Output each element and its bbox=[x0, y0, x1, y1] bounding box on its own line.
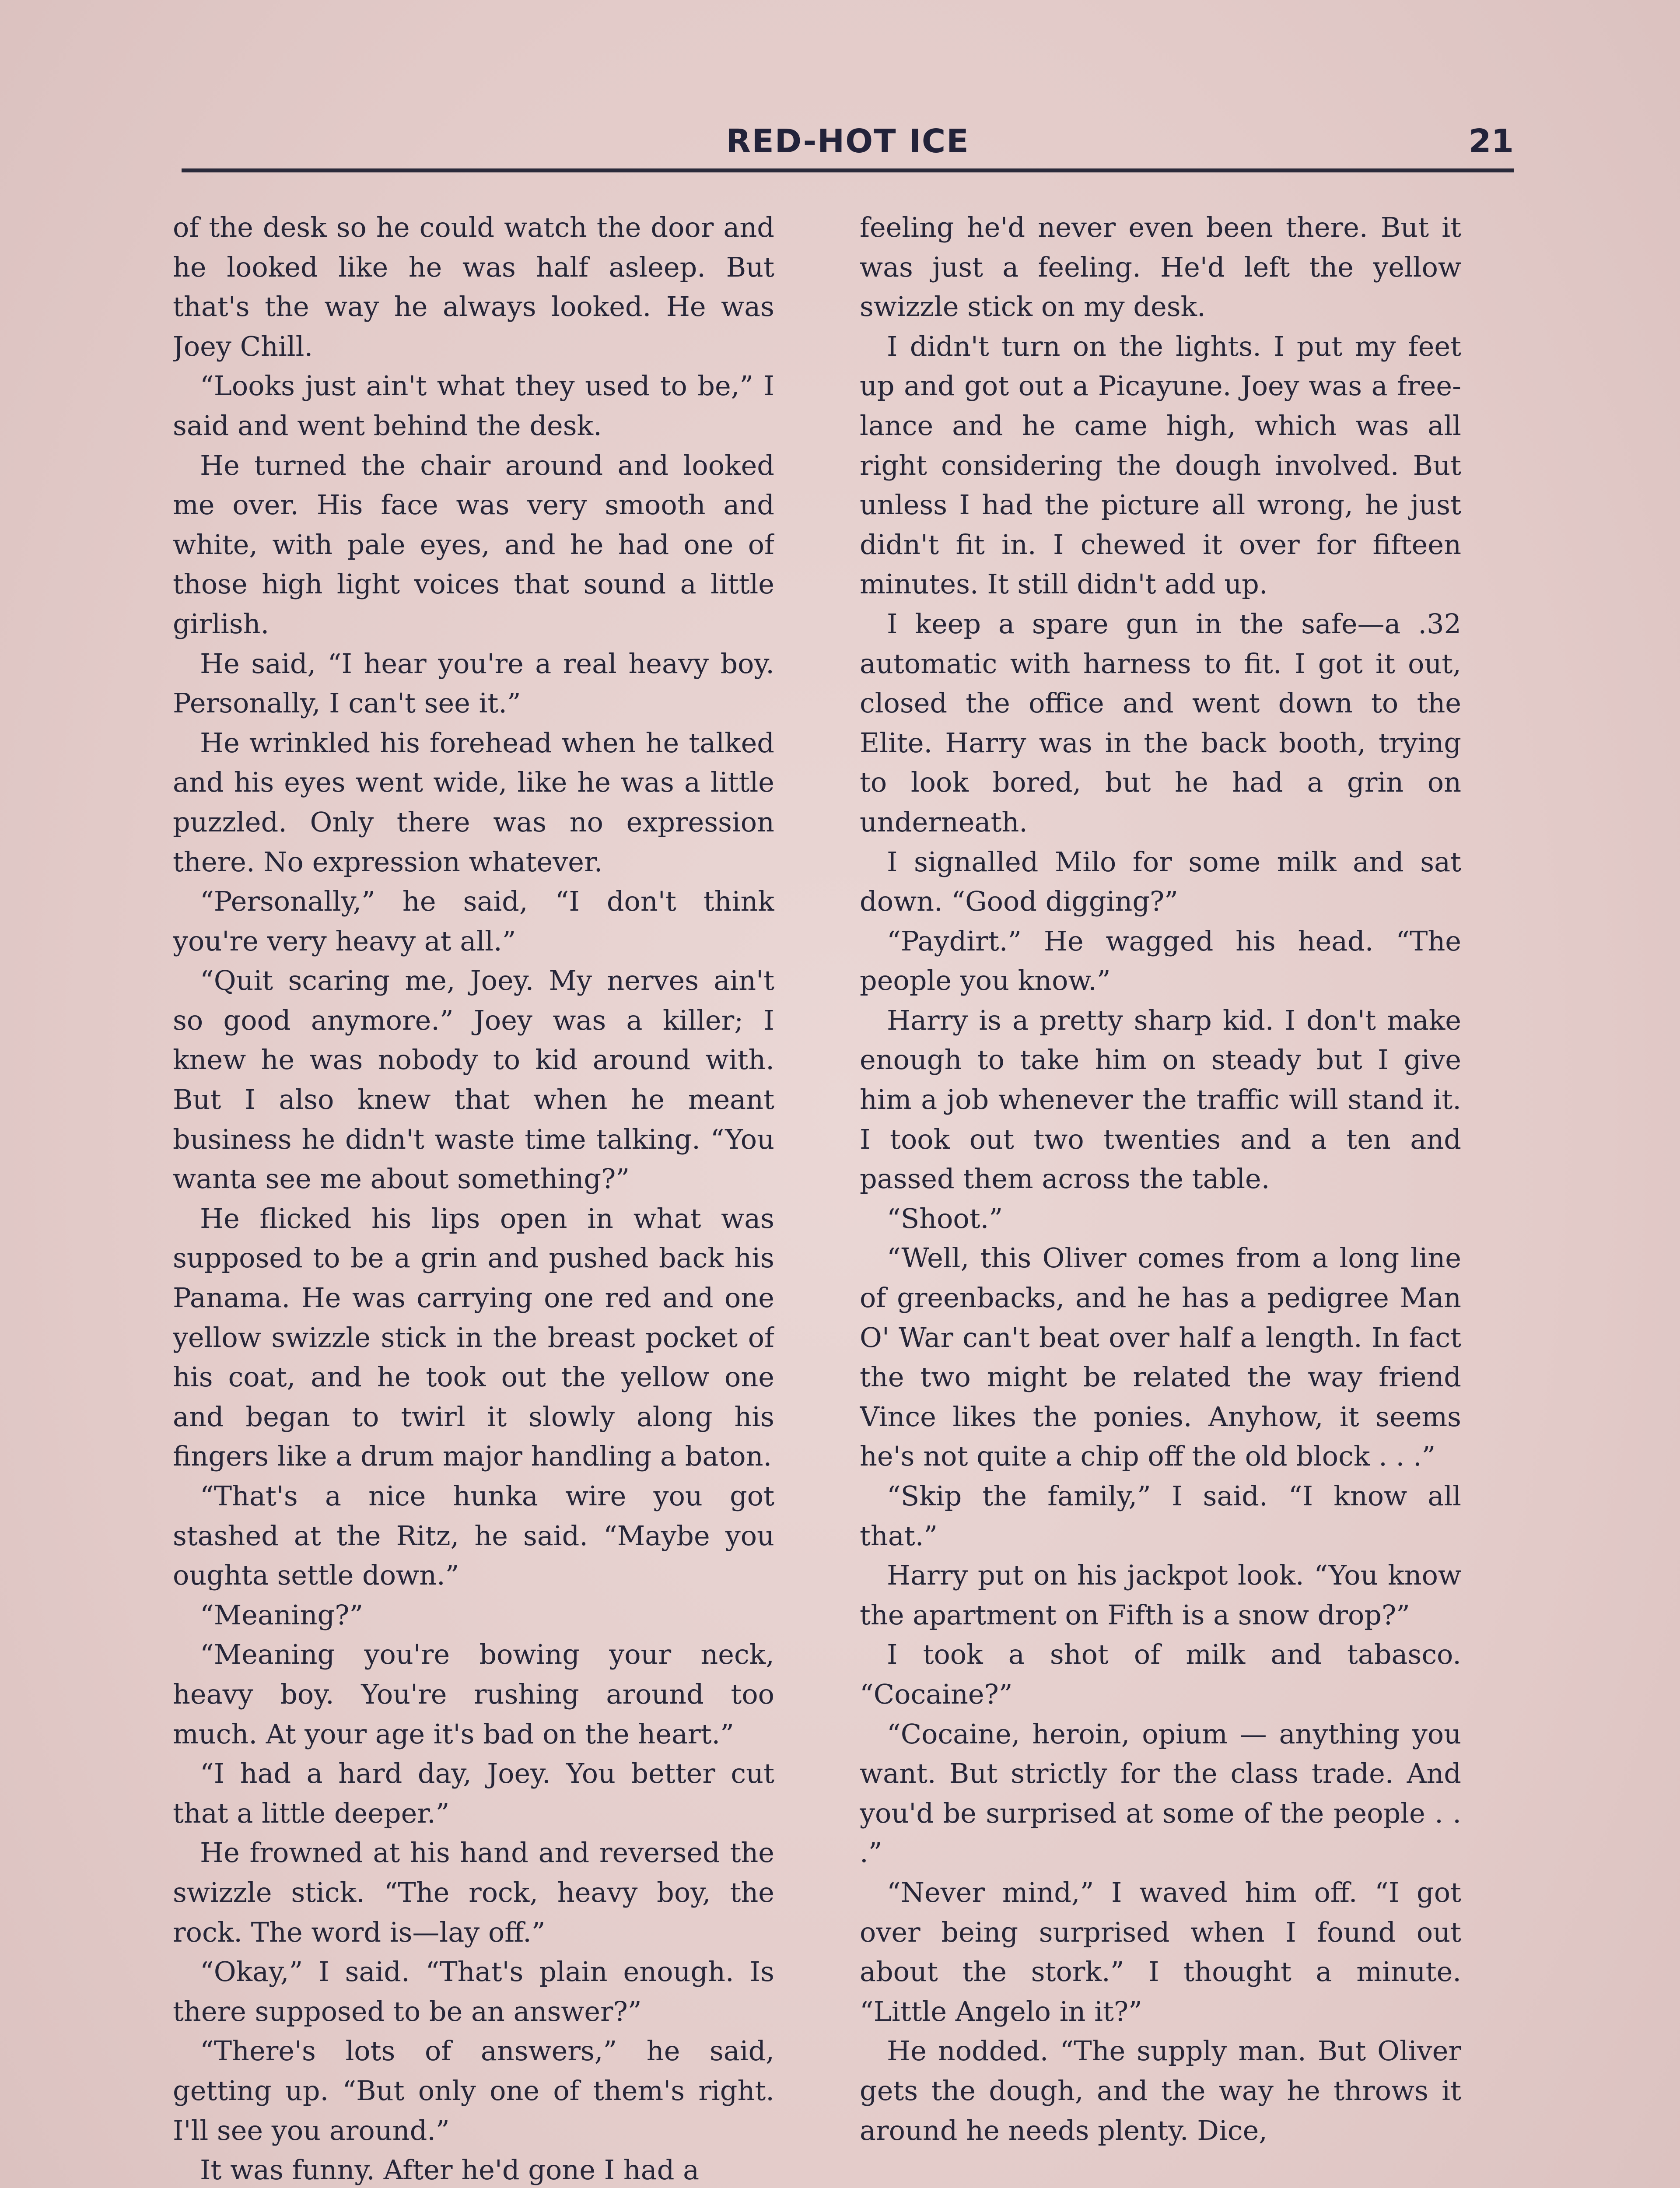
paragraph: He turned the chair around and looked me over. His face was very smooth and white, with pale eyes, and he had one of those high light voices that sound a little girlish. bbox=[173, 449, 774, 640]
paragraph: He flicked his lips open in what was supposed to be a grin and pushed back his Panama. He was carrying one red and one yellow swizzle stick in the breast pocket of his coat, and he took out the yellow one and began to twirl it slowly along his fingers like a drum major handling a baton. bbox=[173, 1202, 774, 1473]
paragraph: “Quit scaring me, Joey. My nerves ain't so good anymore.” Joey was a killer; I knew he was nobody to kid around with. But I also knew that when he meant business he didn't waste time talking. “You wanta see me about something?” bbox=[173, 964, 774, 1195]
paragraph: Harry put on his jackpot look. “You know the apartment on Fifth is a snow drop?” bbox=[860, 1559, 1461, 1631]
paragraph: “Okay,” I said. “That's plain enough. Is there supposed to be an answer?” bbox=[173, 1956, 774, 2027]
paragraph: “There's lots of answers,” he said, getting up. “But only one of them's right. I'll see you around.” bbox=[173, 2035, 774, 2146]
paragraph: feeling he'd never even been there. But it was just a feeling. He'd left the yellow swizzle stick on my desk. bbox=[860, 211, 1461, 323]
page-number: 21 bbox=[1469, 123, 1514, 160]
paragraph: “Paydirt.” He wagged his head. “The people you know.” bbox=[860, 925, 1461, 997]
paragraph: He said, “I hear you're a real heavy boy. Personally, I can't see it.” bbox=[173, 647, 774, 719]
paragraph: I signalled Milo for some milk and sat down. “Good digging?” bbox=[860, 845, 1461, 918]
paragraph: I took a shot of milk and tabasco. “Cocaine?” bbox=[860, 1638, 1461, 1710]
paragraph: “Meaning?” bbox=[200, 1599, 364, 1631]
paragraph: “Shoot.” bbox=[887, 1202, 1003, 1234]
paragraph: “Personally,” he said, “I don't think you're very heavy at all.” bbox=[173, 885, 774, 957]
paragraph: I keep a spare gun in the safe—a .32 automatic with harness to fit. I got it out, closed the office and went down to the Elite. Harry was in the back booth, trying to look bored, but he had a grin on underneath. bbox=[860, 607, 1461, 838]
paragraph: “Meaning you're bowing your neck, heavy boy. You're rushing around too much. At your age it's bad on the heart.” bbox=[173, 1638, 774, 1750]
paragraph: He nodded. “The supply man. But Oliver gets the dough, and the way he throws it around he needs plenty. Dice, bbox=[860, 2035, 1461, 2146]
paragraph: “That's a nice hunka wire you got stashed at the Ritz, he said. “Maybe you oughta settle down.” bbox=[173, 1480, 774, 1592]
header-rule bbox=[182, 168, 1514, 172]
paragraph: “Cocaine, heroin, opium — anything you want. But strictly for the class trade. And you'd be surprised at some of the people . . .” bbox=[860, 1718, 1461, 1869]
paragraph: “I had a hard day, Joey. You better cut that a little deeper.” bbox=[173, 1757, 774, 1829]
paragraph: “Never mind,” I waved him off. “I got over being surprised when I found out about the stork.” I thought a minute. “Little Angelo in it?” bbox=[860, 1876, 1461, 2027]
paragraph: It was funny. After he'd gone I had a bbox=[200, 2154, 700, 2186]
paragraph: “Skip the family,” I said. “I know all that.” bbox=[860, 1480, 1461, 1552]
paragraph: of the desk so he could watch the door and he looked like he was half asleep. But that's the way he always looked. He was Joey Chill. bbox=[173, 211, 774, 362]
paragraph: He wrinkled his forehead when he talked and his eyes went wide, like he was a little puzzled. Only there was no expression there. No expression whatever. bbox=[173, 726, 774, 878]
right-column bbox=[860, 208, 1461, 2188]
paragraph: Harry is a pretty sharp kid. I don't make enough to take him on steady but I give him a job whenever the traffic will stand it. I took out two twenties and a ten and passed them across the table. bbox=[860, 1004, 1461, 1195]
paragraph: He frowned at his hand and reversed the swizzle stick. “The rock, heavy boy, the rock. The word is—lay off.” bbox=[173, 1837, 774, 1948]
running-header bbox=[182, 123, 1514, 166]
paragraph: I didn't turn on the lights. I put my feet up and got out a Picayune. Joey was a free-lance and he came high, which was all right considering the dough involved. But unless I had the picture all wrong, he just didn't fit in. I chewed it over for fifteen minutes. It still didn't add up. bbox=[860, 330, 1461, 600]
paragraph: “Well, this Oliver comes from a long line of greenbacks, and he has a pedigree Man O' War can't beat over half a length. In fact the two might be related the way friend Vince likes the ponies. Anyhow, it seems he's not quite a chip off the old block . . .” bbox=[860, 1242, 1461, 1473]
left-column bbox=[173, 208, 774, 2188]
paragraph: “Looks just ain't what they used to be,” I said and went behind the desk. bbox=[173, 370, 774, 442]
running-title: RED-HOT ICE bbox=[726, 123, 970, 160]
